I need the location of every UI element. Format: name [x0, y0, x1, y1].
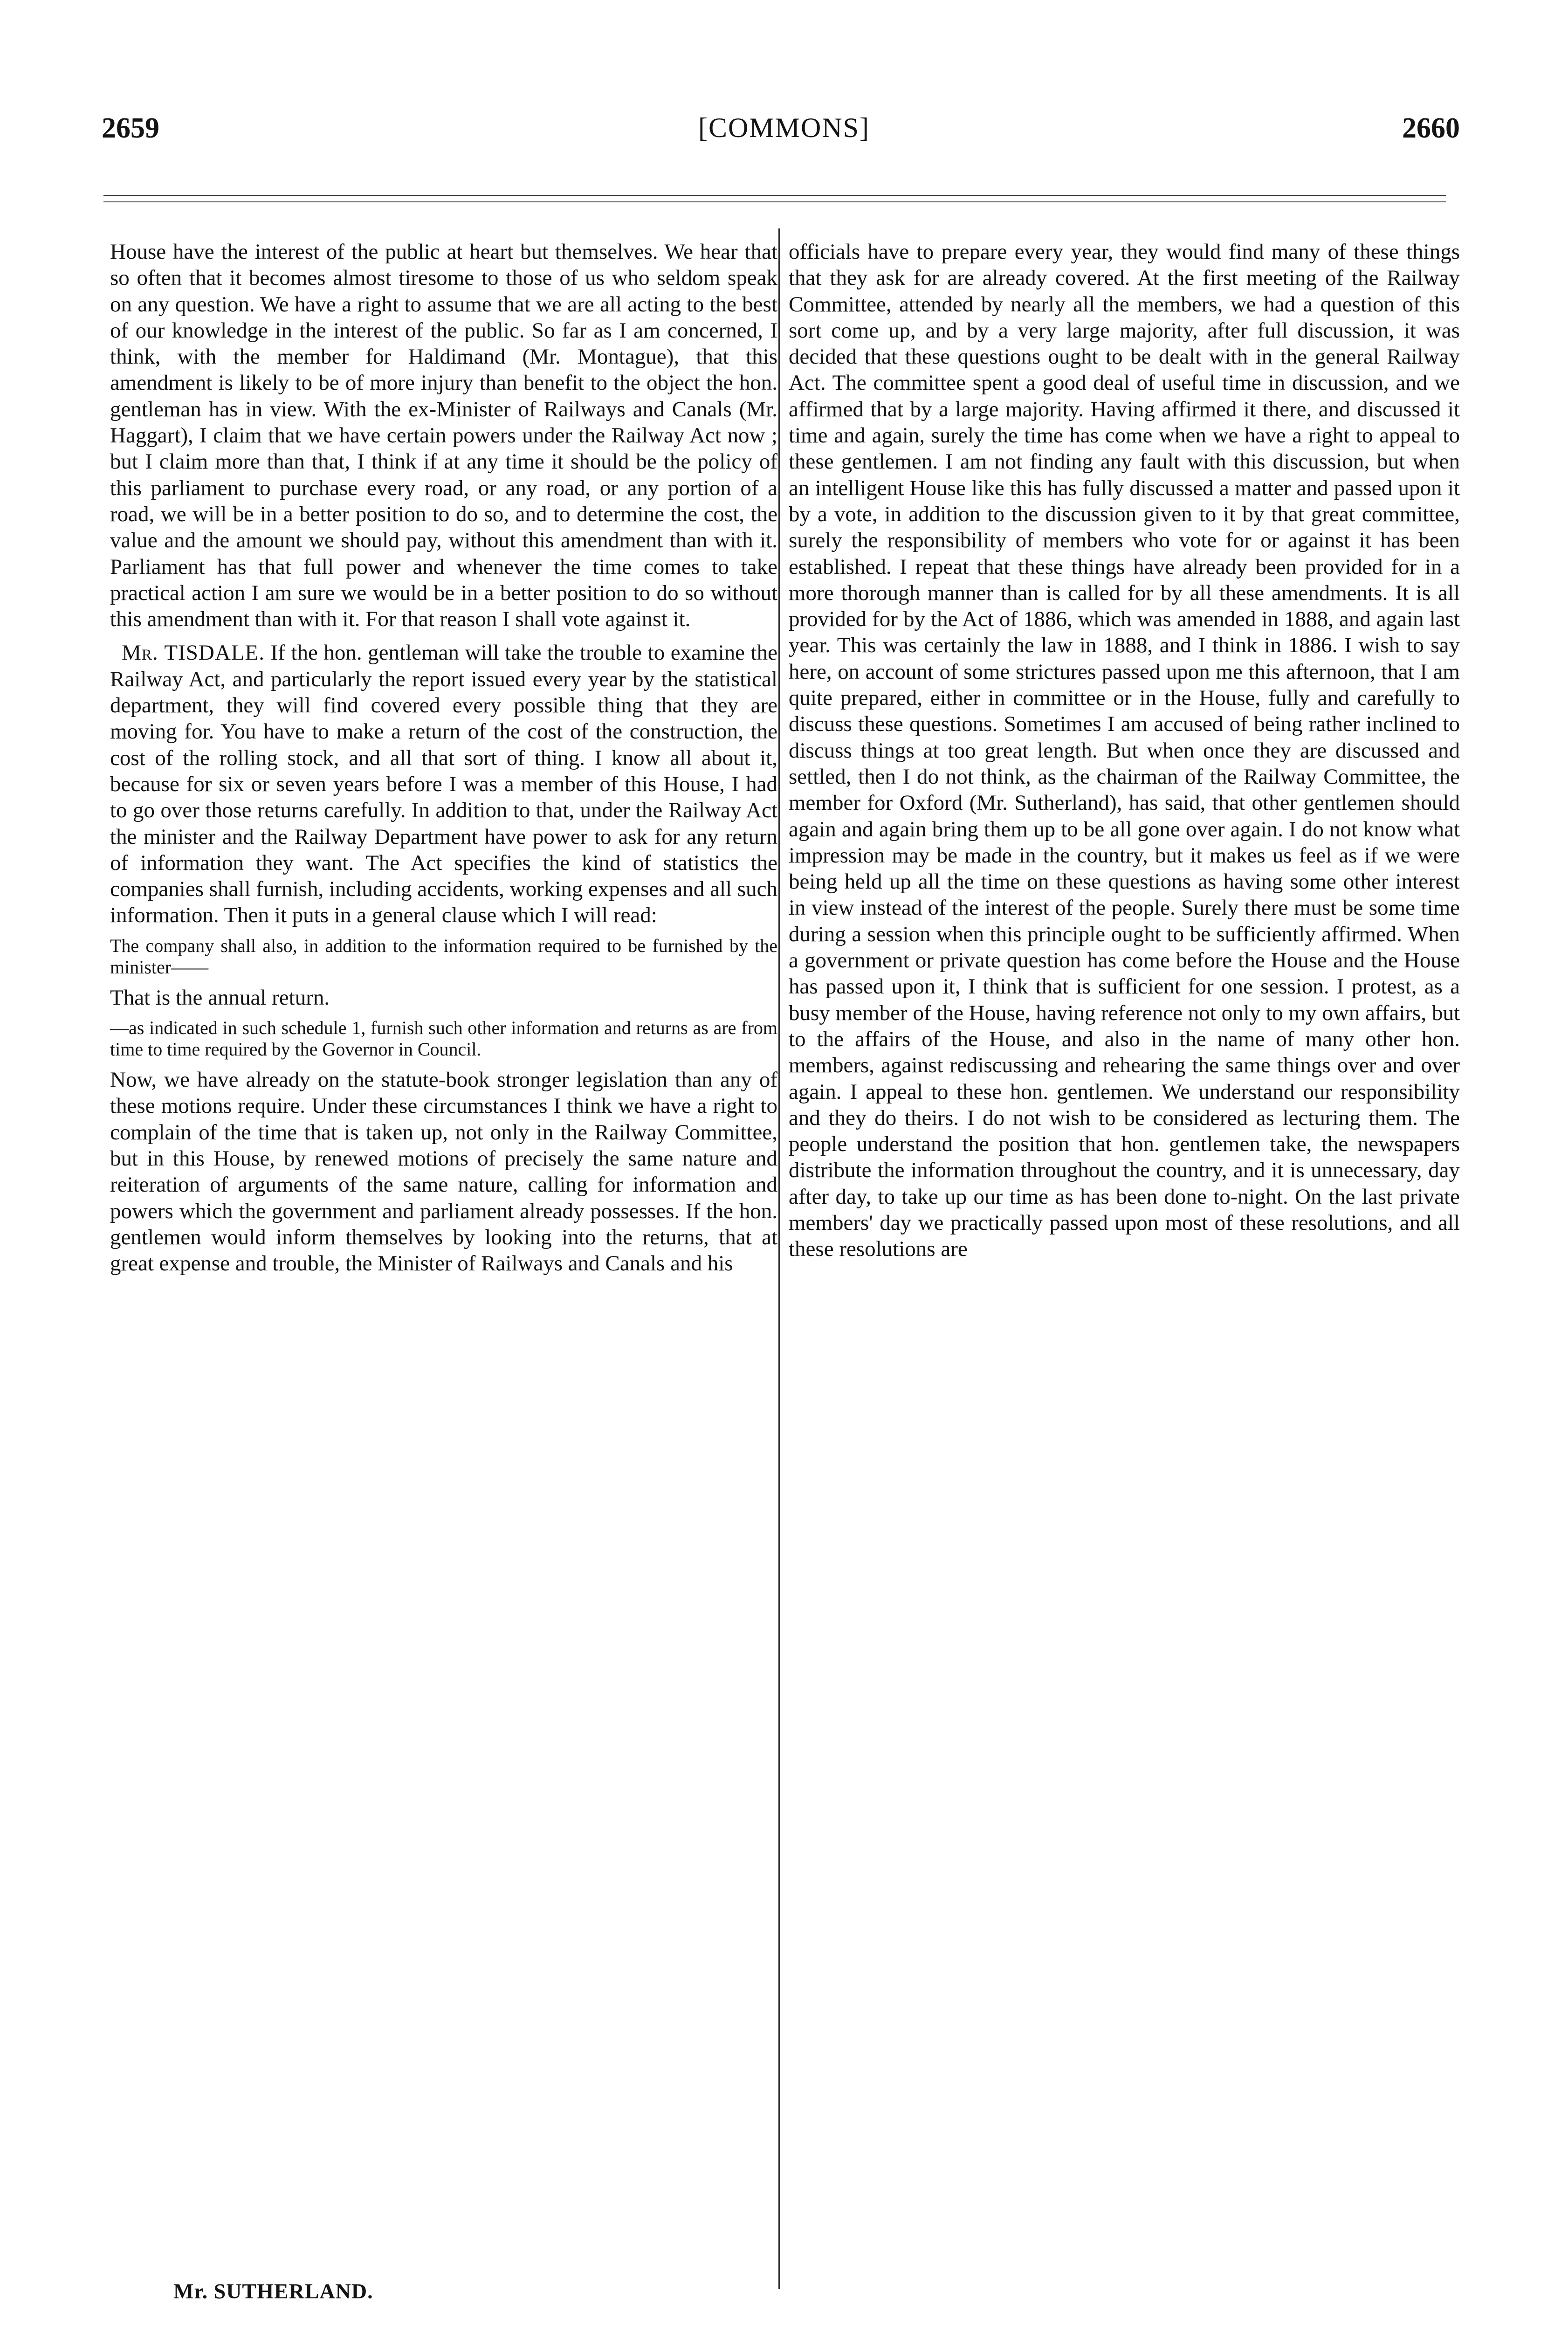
page-number-left: 2659	[102, 112, 159, 144]
left-paragraph-3: That is the annual return.	[110, 985, 330, 1010]
column-divider	[778, 228, 780, 2289]
right-paragraph-1: officials have to prepare every year, they would find many of these things that they ask for are already covered. At the first meeting of the Railway Committee, attended by nearly all the members, we had a question of this sort come up, and by a very large majority, after full discussion, it was decided that these questions ought to be dealt with in the general Railway Act. The committee spent a good deal of useful time in discussion, and we affirmed that by a large majority. Having affirmed it there, and discussed it time and again, surely the time has come when we have a right to appeal to these gentlemen. I am not finding any fault with this discussion, but when an intelligent House like this has fully discussed a matter and passed upon it by a vote, in addition to the discussion given to it by that great committee, surely the responsibility of members who vote for or against it has been established. I repeat that these things have already been provided for in a more thorough manner than is called for by all these amendments. It is all provided for by the Act of 1886, which was amended in 1888, and again last year. This was certainly the law in 1888, and I think in 1886. I wish to say here, on account of some strictures passed upon me this afternoon, that I am quite prepared, either in committee or in the House, fully and carefully to discuss these questions. Sometimes I am accused of being rather inclined to discuss things at too great length. But when once they are discussed and settled, then I do not think, as the chairman of the Railway Committee, the member for Oxford (Mr. Sutherland), has said, that other gentlemen should again and again bring them up to be all gone over again. I do not know what impression may be made in the country, but it makes us feel as if we were being held up all the time on these questions as having some other interest in view instead of the interest of the people. Surely there must be some time during a session when this principle ought to be sufficiently affirmed. When a government or private question has come before the House and the House has passed upon it, I think that is sufficient for one session. I protest, as a busy member of the House, having reference not only to my own affairs, but to the affairs of the House, and also in the name of many other hon. members, against rediscussing and rehearing the same things over and over again. I appeal to these hon. gentlemen. We understand our responsibility and they do theirs. I do not wish to be considered as lecturing them. The people understand the position that hon. gentlemen take, the newspapers distribute the information throughout the country, and it is unnecessary, day after day, to take up our time as has been done to-night. On the last private members' day we practically passed upon most of these resolutions, and all these resolutions are	[789, 240, 1460, 1262]
house-title: [COMMONS]	[698, 112, 870, 143]
speaker-name: Mr. TISDALE.	[122, 641, 265, 665]
left-column	[110, 239, 777, 1276]
left-paragraph-2	[110, 640, 777, 928]
running-footer: Mr. SUTHERLAND.	[173, 2279, 373, 2303]
page-number-right: 2660	[1402, 112, 1460, 144]
header-rule	[103, 195, 1446, 196]
left-paragraph-4: Now, we have already on the statute-book stronger legislation than any of these motions require. Under these circumstances I think we have a right to complain of the time that is taken up, not only in the Railway Committee, but in this House, by renewed motions of precisely the same nature and reiteration of arguments of the same nature, calling for information and powers which the government and parliament already possesses. If the hon. gentlemen would inform themselves by looking into the returns, that at great expense and trouble, the Minister of Railways and Canals and his	[110, 1068, 777, 1276]
speech-text: If the hon. gentleman will take the trouble to examine the Railway Act, and particularly the report issued every year by the statistical department, they will find covered every possible thing that they are moving for. You have to make a return of the cost of the construction, the cost of the rolling stock, and all that sort of thing. I know all about it, because for six or seven years before I was a member of this House, I had to go over those returns carefully. In addition to that, under the Railway Act the minister and the Railway Department have power to ask for any return of information they want. The Act specifies the kind of statistics the companies shall furnish, including accidents, working expenses and all such information. Then it puts in a general clause which I will read:	[110, 641, 777, 928]
quotation-1: The company shall also, in addition to the information required to be furnished by the minister——	[110, 935, 777, 978]
page-header	[0, 112, 1568, 163]
quotation-2: —as indicated in such schedule 1, furnish such other information and returns as are from time to time required by the Governor in Council.	[110, 1017, 777, 1060]
header-rule-secondary	[103, 201, 1446, 202]
right-column	[789, 239, 1460, 1262]
left-paragraph-1: House have the interest of the public at heart but themselves. We hear that so often that it becomes almost tiresome to those of us who seldom speak on any question. We have a right to assume that we are all acting to the best of our knowledge in the interest of the public. So far as I am concerned, I think, with the member for Haldimand (Mr. Montague), that this amendment is likely to be of more injury than benefit to the object the hon. gentleman has in view. With the ex-Minister of Railways and Canals (Mr. Haggart), I claim that we have certain powers under the Railway Act now ; but I claim more than that, I think if at any time it should be the policy of this parliament to purchase every road, or any road, or any portion of a road, we will be in a better position to do so, and to determine the cost, the value and the amount we should pay, without this amendment than with it. Parliament has that full power and whenever the time comes to take practical action I am sure we would be in a better position to do so without this amendment than with it. For that reason I shall vote against it.	[110, 240, 777, 632]
